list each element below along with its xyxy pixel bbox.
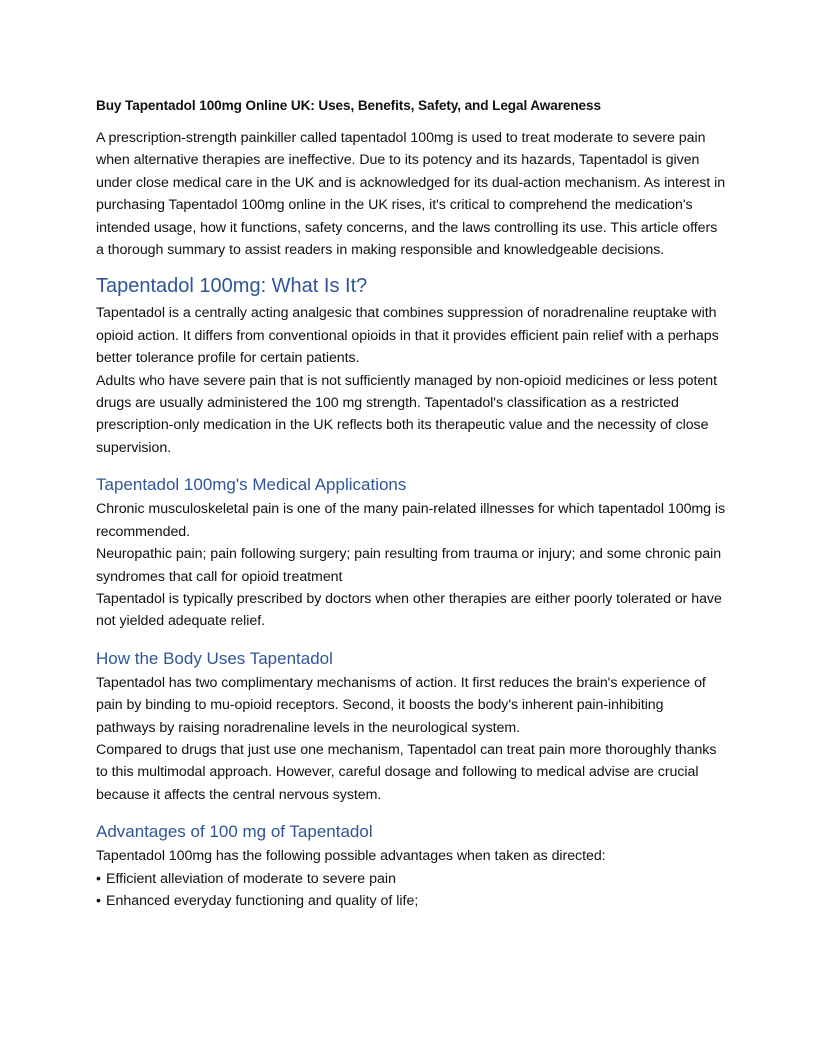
list-item-text: Enhanced everyday functioning and quality of life; bbox=[106, 892, 419, 909]
section-heading-advantages: Advantages of 100 mg of Tapentadol bbox=[96, 822, 373, 842]
section-paragraph: Tapentadol is a centrally acting analgesic that combines suppression of noradrenaline reuptake with opioid action. It differs from conventional opioids in that it provides efficient pain relief with a perhaps better tolerance profile for certain patients. bbox=[96, 305, 719, 367]
section-paragraph: Tapentadol is typically prescribed by doctors when other therapies are either poorly tolerated or have not yielded adequate relief. bbox=[96, 590, 722, 630]
section-paragraph: Chronic musculoskeletal pain is one of the many pain-related illnesses for which tapentadol 100mg is recommended. bbox=[96, 501, 726, 540]
section-paragraph: Compared to drugs that just use one mechanism, Tapentadol can treat pain more thoroughly thanks to this multimodal approach. However, careful dosage and following to medical advise are crucial because it affects the central nervous system. bbox=[96, 741, 717, 803]
bullet-icon: • bbox=[96, 892, 101, 909]
section-paragraph: Neuropathic pain; pain following surgery; pain resulting from trauma or injury; and some chronic pain syndromes that call for opioid treatment bbox=[96, 546, 722, 585]
list-item-text: Efficient alleviation of moderate to severe pain bbox=[106, 870, 396, 887]
section-paragraph: Tapentadol 100mg has the following possible advantages when taken as directed: bbox=[96, 848, 606, 865]
list-item bbox=[96, 890, 726, 912]
section-heading-what-is-it: Tapentadol 100mg: What Is It? bbox=[96, 275, 368, 298]
bullet-icon: • bbox=[96, 870, 101, 887]
section-paragraph: Tapentadol has two complimentary mechanisms of action. It first reduces the brain's experience of pain by binding to mu-opioid receptors. Second, it boosts the body's inherent pain-inhibiting pathways by raising noradrenaline levels in the neurological system. bbox=[96, 674, 706, 736]
section-paragraph: Adults who have severe pain that is not sufficiently managed by non-opioid medicines or less potent drugs are usually administered the 100 mg strength. Tapentadol's classification as a restricted prescription-only medication in the UK reflects both its therapeutic value and the necessity of close supervision. bbox=[96, 372, 717, 456]
intro-paragraph: A prescription-strength painkiller called tapentadol 100mg is used to treat moderate to severe pain when alternative therapies are ineffective. Due to its potency and its hazards, Tapentadol is given under close medical care in the UK and is acknowledged for its dual-action mechanism. As interest in purchasing Tapentadol 100mg online in the UK rises, it's critical to comprehend the medication's intended usage, how it functions, safety concerns, and the laws controlling its use. This article offers a thorough summary to assist readers in making responsible and knowledgeable decisions. bbox=[96, 130, 726, 259]
section-heading-medical-applications: Tapentadol 100mg's Medical Applications bbox=[96, 475, 407, 495]
section-heading-how-body-uses: How the Body Uses Tapentadol bbox=[96, 648, 333, 668]
list-item bbox=[96, 868, 726, 890]
document-page bbox=[96, 96, 726, 912]
document-title: Buy Tapentadol 100mg Online UK: Uses, Benefits, Safety, and Legal Awareness bbox=[96, 98, 601, 113]
